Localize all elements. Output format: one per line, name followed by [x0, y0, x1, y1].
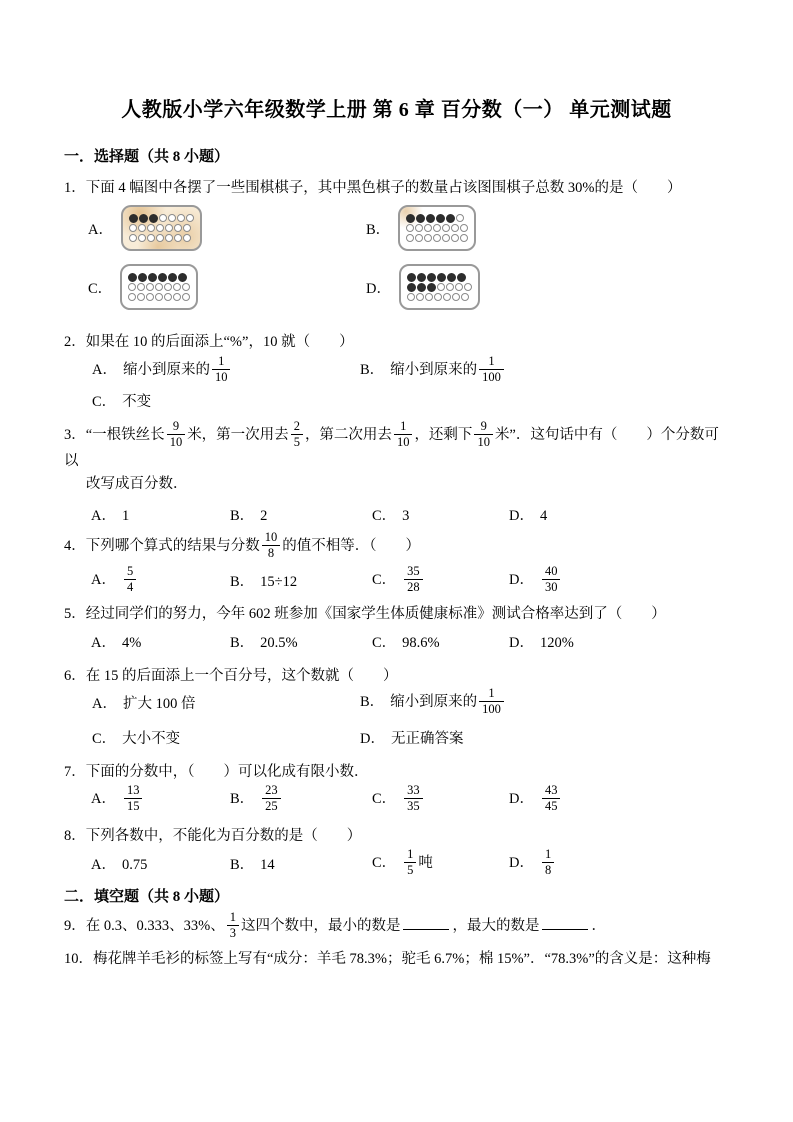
option-d-content: [540, 783, 563, 814]
q7-option-b: [230, 784, 372, 815]
white-stone-icon: [464, 283, 472, 291]
white-stone-icon: [424, 224, 432, 232]
white-stone-icon: [442, 234, 450, 242]
black-stone-icon: [149, 214, 158, 223]
q2-option-a: [92, 355, 360, 386]
option-c-label: C．: [372, 854, 397, 871]
option-c-content: [402, 847, 433, 878]
option-b-content: [390, 354, 506, 385]
fraction: $\frac{1}{10}$: [394, 419, 413, 450]
text-run: 4．下列哪个算式的结果与分数: [64, 537, 260, 554]
q8-option-a: [91, 853, 230, 874]
black-stone-icon: [148, 273, 157, 282]
option-b-label: B．: [230, 790, 255, 807]
text-run: 120%: [539, 635, 574, 652]
option-c-label: C．: [372, 790, 397, 807]
page-title: 人教版小学六年级数学上册 第 6 章 百分数（一） 单元测试题: [121, 99, 672, 121]
white-stone-icon: [443, 293, 451, 301]
white-stone-icon: [446, 283, 454, 291]
white-stone-icon: [155, 293, 163, 301]
q4-option-b: [230, 570, 372, 591]
q5-option-b: [230, 631, 372, 652]
question-7-options: [64, 784, 729, 815]
white-stone-icon: [434, 293, 442, 301]
fraction: $\frac{1}{5}$: [404, 847, 416, 878]
text-run: 4: [539, 508, 548, 525]
question-4-options: [64, 565, 729, 596]
fraction: $\frac{2}{5}$: [291, 419, 303, 450]
question-6-options-row-2: [64, 727, 729, 748]
text-run: 8．下列各数中，不能化为百分数的是（ ）: [64, 828, 362, 845]
white-stone-icon: [138, 224, 146, 232]
black-stone-icon: [427, 273, 436, 282]
black-stone-icon: [436, 214, 445, 223]
q6-option-d: [360, 727, 729, 748]
option-b-content: [260, 574, 297, 590]
black-stone-icon: [138, 273, 147, 282]
white-stone-icon: [183, 224, 191, 232]
white-stone-icon: [164, 283, 172, 291]
text-run: 9．在 0.3、0.333、33%、: [64, 917, 225, 934]
black-stone-icon: [426, 214, 435, 223]
q4-option-a: [91, 565, 230, 596]
question-3-line-2: 改写成百分数．: [86, 476, 188, 493]
text-run: ，第二次用去: [304, 426, 392, 443]
option-a-content: [122, 564, 138, 595]
option-c-label: C．: [372, 635, 397, 652]
q6-option-a: [92, 692, 360, 713]
white-stone-icon: [156, 234, 164, 242]
text-run: 的值不相等．（ ）: [282, 537, 420, 554]
question-3-line-1: [64, 420, 729, 472]
q4-option-d: [509, 565, 729, 596]
stone-row: [128, 292, 190, 302]
option-d-label: D．: [509, 854, 534, 871]
option-c-label: C．: [372, 571, 397, 588]
option-a-label: A．: [92, 361, 117, 378]
fraction: $\frac{5}{4}$: [124, 564, 136, 595]
option-b-content: [260, 635, 297, 651]
text-run: 2: [260, 508, 268, 525]
option-b-label: B．: [360, 361, 385, 378]
black-stone-icon: [446, 214, 455, 223]
text-run: 5．经过同学们的努力，今年 602 班参加《国家学生体质健康标准》测试合格率达到了（ ）: [64, 606, 666, 623]
option-c-content: [402, 564, 425, 595]
option-a-label: A．: [92, 696, 117, 713]
white-stone-icon: [128, 283, 136, 291]
stone-row: [128, 272, 190, 282]
q1-option-d: [366, 264, 729, 310]
option-b-label: B．: [360, 693, 385, 710]
text-run: 20.5%: [260, 635, 298, 652]
q1-option-b: [366, 205, 729, 251]
stone-row: [129, 213, 194, 223]
option-d-content: [391, 731, 464, 747]
q6-option-c: [92, 727, 360, 748]
option-c-content: [122, 394, 151, 410]
black-stone-icon: [417, 273, 426, 282]
white-stone-icon: [165, 224, 173, 232]
black-stone-icon: [178, 273, 187, 282]
q1-option-a: [88, 205, 366, 251]
white-stone-icon: [155, 283, 163, 291]
go-board-a: [121, 205, 202, 251]
stone-row: [407, 292, 472, 302]
white-stone-icon: [424, 234, 432, 242]
black-stone-icon: [406, 214, 415, 223]
text-run: ．: [591, 917, 606, 934]
white-stone-icon: [128, 293, 136, 301]
text-run: 1: [121, 508, 130, 525]
text-run: 吨: [418, 854, 433, 871]
option-a-content: [122, 354, 233, 385]
stone-row: [407, 272, 472, 282]
black-stone-icon: [416, 214, 425, 223]
black-stone-icon: [427, 283, 436, 292]
option-d-content: [540, 847, 556, 878]
q6-option-b: [360, 687, 729, 718]
blank-line: [403, 917, 449, 930]
white-stone-icon: [433, 224, 441, 232]
text-run: 扩大 100 倍: [122, 696, 196, 713]
text-run: 0.75: [121, 857, 148, 874]
option-d-label: D．: [509, 635, 534, 652]
text-run: ，还剩下: [414, 426, 473, 443]
black-stone-icon: [407, 273, 416, 282]
text-run: 3: [402, 508, 410, 525]
option-c-label: C．: [92, 394, 117, 411]
question-8-options: [64, 848, 729, 879]
stone-row: [407, 282, 472, 292]
option-b-label: B．: [230, 635, 255, 652]
fraction: $\frac{1}{100}$: [479, 354, 504, 385]
black-stone-icon: [129, 214, 138, 223]
stone-row: [128, 282, 190, 292]
text-run: 3．“一根铁丝长: [64, 426, 165, 443]
text-run: 4%: [121, 635, 142, 652]
option-a-label: A．: [88, 221, 113, 238]
white-stone-icon: [182, 293, 190, 301]
white-stone-icon: [156, 224, 164, 232]
question-6-options-row-1: [64, 687, 729, 718]
option-d-content: [540, 508, 547, 524]
fraction: $\frac{23}{25}$: [262, 783, 281, 814]
black-stone-icon: [457, 273, 466, 282]
option-c-label: C．: [92, 731, 117, 748]
option-b-content: [260, 783, 283, 814]
option-d-label: D．: [509, 790, 534, 807]
q3-option-a: [91, 504, 230, 525]
option-b-content: [390, 686, 506, 717]
option-c-content: [402, 635, 439, 651]
option-b-label: B．: [230, 574, 255, 591]
option-a-content: [123, 696, 196, 712]
q5-option-c: [372, 631, 509, 652]
white-stone-icon: [164, 293, 172, 301]
white-stone-icon: [406, 234, 414, 242]
question-6-text: [64, 666, 729, 687]
text-run: 1．下面 4 幅图中各摆了一些围棋棋子，其中黑色棋子的数量占该图围棋子总数 30%的是（ ）: [64, 180, 682, 196]
q3-option-c: [372, 504, 509, 525]
white-stone-icon: [147, 224, 155, 232]
white-stone-icon: [165, 234, 173, 242]
white-stone-icon: [452, 293, 460, 301]
option-a-content: [122, 857, 147, 873]
stone-row: [406, 223, 468, 233]
fraction: $\frac{33}{35}$: [404, 783, 423, 814]
section-heading-fill-blank: 二．填空题（共 8 小题）: [64, 889, 230, 906]
black-stone-icon: [447, 273, 456, 282]
option-b-content: [260, 508, 267, 524]
q5-option-a: [91, 631, 230, 652]
white-stone-icon: [173, 283, 181, 291]
option-a-label: A．: [91, 857, 116, 874]
text-run: 米”．这句话中有（ ）个分数可以: [64, 426, 719, 470]
white-stone-icon: [182, 283, 190, 291]
option-c-label: C．: [372, 508, 397, 525]
q7-option-d: [509, 784, 729, 815]
option-d-label: D．: [509, 571, 534, 588]
question-3-options: [64, 504, 729, 525]
q7-option-c: [372, 784, 509, 815]
stone-row: [129, 223, 194, 233]
white-stone-icon: [460, 224, 468, 232]
text-run: 这四个数中，最小的数是: [240, 917, 401, 934]
q8-option-d: [509, 848, 729, 879]
text-run: 大小不变: [122, 731, 181, 748]
fraction: $\frac{1}{3}$: [227, 910, 239, 941]
go-board-b: [398, 205, 476, 251]
q8-option-c: [372, 848, 509, 879]
white-stone-icon: [433, 234, 441, 242]
option-a-label: A．: [91, 508, 116, 525]
text-run: 98.6%: [402, 635, 440, 652]
q7-option-a: [91, 784, 230, 815]
white-stone-icon: [442, 224, 450, 232]
black-stone-icon: [437, 273, 446, 282]
white-stone-icon: [168, 214, 176, 222]
q8-option-b: [230, 853, 372, 874]
option-a-content: [122, 508, 129, 524]
text-run: 2．如果在 10 的后面添上“%”，10 就（ ）: [64, 334, 354, 351]
question-2-options-row-1: [64, 355, 729, 386]
q3-option-d: [509, 504, 729, 525]
q5-option-d: [509, 631, 729, 652]
fraction: $\frac{13}{15}$: [124, 783, 143, 814]
black-stone-icon: [158, 273, 167, 282]
white-stone-icon: [437, 283, 445, 291]
fraction: $\frac{35}{28}$: [404, 564, 423, 595]
question-1-text: [64, 178, 729, 199]
text-run: 10．梅花牌羊毛衫的标签上写有“成分：羊毛 78.3%；驼毛 6.7%；棉 15%”．“78.3%”的含义是：这种梅: [64, 951, 711, 968]
text-run: 7．下面的分数中，（ ）可以化成有限小数．: [64, 764, 369, 781]
text-run: 不变: [122, 394, 152, 411]
blank-line: [542, 917, 588, 930]
text-run: 缩小到原来的: [390, 361, 478, 378]
fraction: $\frac{10}{8}$: [262, 530, 281, 561]
option-b-label: B．: [366, 221, 391, 238]
white-stone-icon: [159, 214, 167, 222]
option-a-label: A．: [91, 635, 116, 652]
question-4-text: [64, 531, 729, 562]
text-run: 缩小到原来的: [122, 361, 210, 378]
white-stone-icon: [415, 234, 423, 242]
option-c-label: C．: [88, 280, 113, 297]
white-stone-icon: [183, 234, 191, 242]
go-board-d: [399, 264, 480, 310]
white-stone-icon: [415, 224, 423, 232]
white-stone-icon: [186, 214, 194, 222]
stone-row: [129, 233, 194, 243]
question-5-text: [64, 604, 729, 625]
white-stone-icon: [406, 224, 414, 232]
question-9-text: [64, 911, 729, 942]
stone-row: [406, 213, 468, 223]
q1-option-c: [88, 264, 366, 310]
question-10-text: [64, 949, 729, 970]
text-run: ，最大的数是: [452, 917, 540, 934]
option-d-content: [540, 635, 574, 651]
white-stone-icon: [147, 234, 155, 242]
white-stone-icon: [174, 234, 182, 242]
fraction: $\frac{1}{8}$: [542, 847, 554, 878]
fraction: $\frac{9}{10}$: [167, 419, 186, 450]
white-stone-icon: [137, 293, 145, 301]
white-stone-icon: [456, 214, 464, 222]
text-run: 15÷12: [260, 574, 298, 591]
option-a-content: [122, 635, 141, 651]
q4-option-c: [372, 565, 509, 596]
white-stone-icon: [451, 224, 459, 232]
question-2-text: [64, 332, 729, 353]
white-stone-icon: [129, 234, 137, 242]
text-run: 缩小到原来的: [390, 693, 478, 710]
fraction: $\frac{1}{10}$: [212, 354, 231, 385]
stone-row: [406, 233, 468, 243]
white-stone-icon: [425, 293, 433, 301]
q2-option-b: [360, 355, 729, 386]
white-stone-icon: [173, 293, 181, 301]
white-stone-icon: [137, 283, 145, 291]
white-stone-icon: [146, 283, 154, 291]
white-stone-icon: [455, 283, 463, 291]
black-stone-icon: [139, 214, 148, 223]
white-stone-icon: [129, 224, 137, 232]
option-b-content: [260, 857, 275, 873]
question-2-options-row-2: [64, 390, 729, 411]
black-stone-icon: [128, 273, 137, 282]
white-stone-icon: [174, 224, 182, 232]
option-a-content: [122, 783, 145, 814]
option-d-label: D．: [509, 508, 534, 525]
question-1-options: [64, 205, 729, 310]
option-c-content: [402, 783, 425, 814]
fraction: $\frac{9}{10}$: [474, 419, 493, 450]
question-8-text: [64, 826, 729, 847]
fraction: $\frac{1}{100}$: [479, 686, 504, 717]
text-run: 米，第一次用去: [187, 426, 289, 443]
white-stone-icon: [451, 234, 459, 242]
option-c-content: [402, 508, 409, 524]
option-d-label: D．: [366, 280, 391, 297]
q2-option-c: [92, 390, 360, 411]
option-d-label: D．: [360, 731, 385, 748]
option-c-content: [122, 731, 180, 747]
option-a-label: A．: [91, 790, 116, 807]
fraction: $\frac{40}{30}$: [542, 564, 561, 595]
black-stone-icon: [168, 273, 177, 282]
text-run: 14: [260, 857, 275, 874]
white-stone-icon: [460, 234, 468, 242]
option-d-content: [540, 564, 563, 595]
question-5-options: [64, 631, 729, 652]
white-stone-icon: [407, 293, 415, 301]
text-run: 无正确答案: [390, 731, 464, 748]
white-stone-icon: [177, 214, 185, 222]
section-heading-choice: 一．选择题（共 8 小题）: [64, 149, 230, 165]
text-run: 6．在 15 的后面添上一个百分号，这个数就（ ）: [64, 668, 398, 685]
option-a-label: A．: [91, 571, 116, 588]
black-stone-icon: [417, 283, 426, 292]
option-b-label: B．: [230, 508, 255, 525]
option-b-label: B．: [230, 857, 255, 874]
q3-option-b: [230, 504, 372, 525]
fraction: $\frac{43}{45}$: [542, 783, 561, 814]
white-stone-icon: [146, 293, 154, 301]
white-stone-icon: [416, 293, 424, 301]
white-stone-icon: [138, 234, 146, 242]
white-stone-icon: [461, 293, 469, 301]
question-7-text: [64, 762, 729, 783]
black-stone-icon: [407, 283, 416, 292]
go-board-c: [120, 264, 198, 310]
